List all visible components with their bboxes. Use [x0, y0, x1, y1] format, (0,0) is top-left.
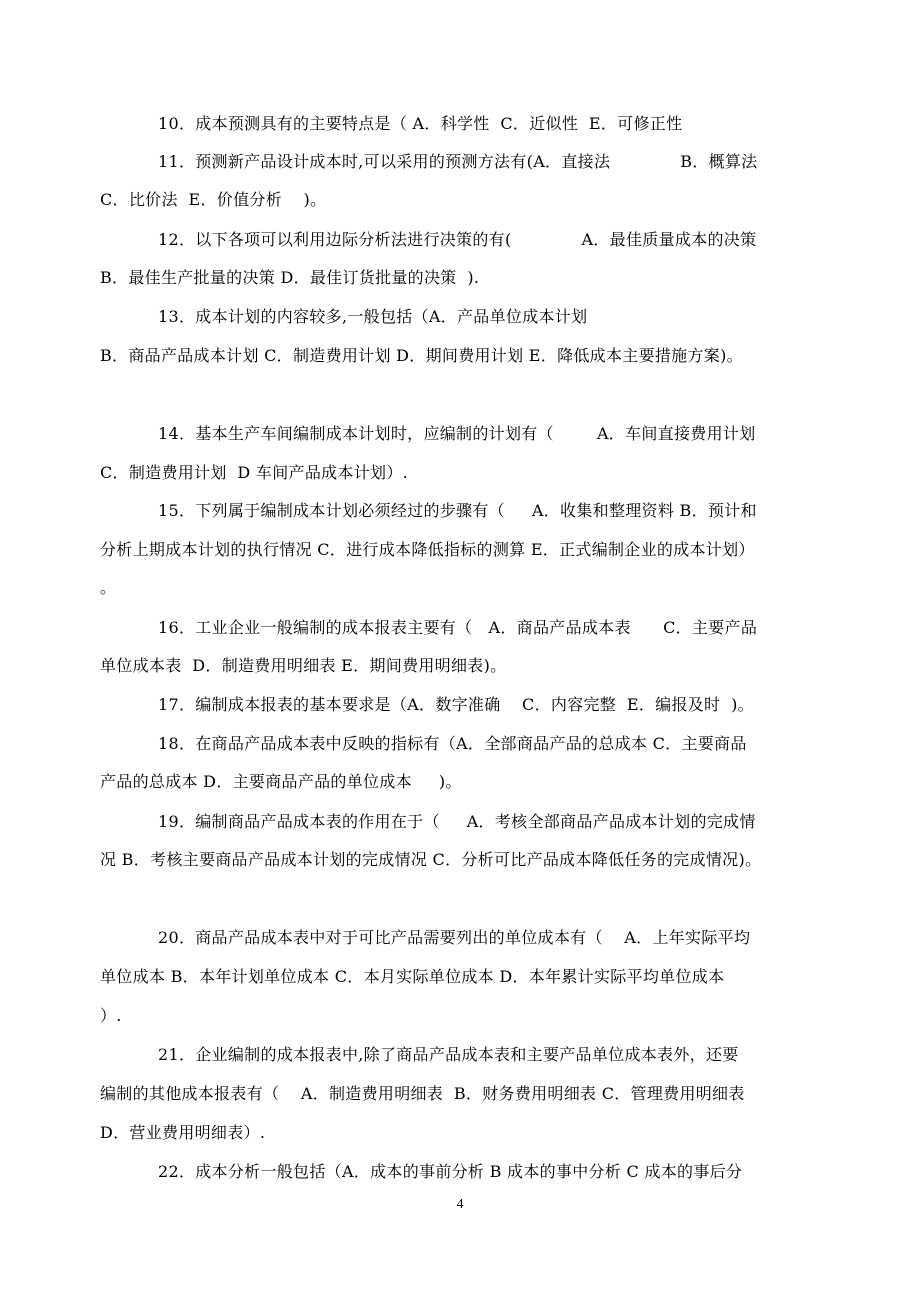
question-21-line-2: 编制的其他成本报表有（ A．制造费用明细表 B．财务费用明细表 C．管理费用明细表 — [100, 1084, 745, 1103]
question-20-line-3: ）. — [100, 1006, 122, 1025]
question-12-line-1: 12．以下各项可以利用边际分析法进行决策的有( A．最佳质量成本的决策 — [158, 230, 757, 249]
question-14-line-2: C．制造费用计划 D 车间产品成本计划）. — [100, 463, 409, 482]
question-19-line-1: 19．编制商品产品成本表的作用在于（ A．考核全部商品产品成本计划的完成情 — [158, 812, 756, 831]
question-15-line-2: 分析上期成本计划的执行情况 C．进行成本降低指标的测算 E．正式编制企业的成本计划） — [100, 540, 755, 559]
question-17-line-1: 17．编制成本报表的基本要求是（A．数字准确 C．内容完整 E．编报及时 )。 — [158, 695, 754, 714]
question-20-line-2: 单位成本 B．本年计划单位成本 C．本月实际单位成本 D．本年累计实际平均单位成本 — [100, 967, 725, 986]
question-19-line-2: 况 B．考核主要商品产品成本计划的完成情况 C．分析可比产品成本降低任务的完成情况)。 — [100, 850, 762, 869]
question-22-line-1: 22．成本分析一般包括（A．成本的事前分析 B 成本的事中分析 C 成本的事后分 — [158, 1162, 743, 1181]
question-16-line-1: 16．工业企业一般编制的成本报表主要有（ A．商品产品成本表 C．主要产品 — [158, 618, 758, 637]
question-18-line-2: 产品的总成本 D．主要商品产品的单位成本 )。 — [100, 772, 462, 791]
question-18-line-1: 18．在商品产品成本表中反映的指标有（A．全部商品产品的总成本 C．主要商品 — [158, 734, 747, 753]
question-11-line-1: 11．预测新产品设计成本时,可以采用的预测方法有(A．直接法 B．概算法 — [158, 152, 758, 171]
question-13-line-2: B．商品产品成本计划 C．制造费用计划 D．期间费用计划 E．降低成本主要措施方案)。 — [100, 346, 743, 365]
question-15-line-1: 15．下列属于编制成本计划必须经过的步骤有（ A．收集和整理资料 B．预计和 — [158, 501, 757, 520]
question-11-line-2: C．比价法 E．价值分析 )。 — [100, 190, 327, 209]
question-20-line-1: 20．商品产品成本表中对于可比产品需要列出的单位成本有（ A．上年实际平均 — [158, 928, 751, 947]
question-10-line-1: 10．成本预测具有的主要特点是（ A．科学性 C．近似性 E．可修正性 — [158, 114, 683, 133]
question-15-line-3: 。 — [100, 578, 117, 597]
question-21-line-3: D．营业费用明细表）. — [100, 1123, 266, 1142]
question-21-line-1: 21．企业编制的成本报表中,除了商品产品成本表和主要产品单位成本表外，还要 — [158, 1045, 739, 1064]
question-14-line-1: 14．基本生产车间编制成本计划时，应编制的计划有（ A．车间直接费用计划 — [158, 424, 756, 443]
page-number: 4 — [456, 1197, 464, 1212]
question-13-line-1: 13．成本计划的内容较多,一般包括（A．产品单位成本计划 — [158, 307, 588, 326]
question-12-line-2: B．最佳生产批量的决策 D．最佳订货批量的决策 ). — [100, 268, 480, 287]
question-16-line-2: 单位成本表 D．制造费用明细表 E．期间费用明细表)。 — [100, 656, 507, 675]
